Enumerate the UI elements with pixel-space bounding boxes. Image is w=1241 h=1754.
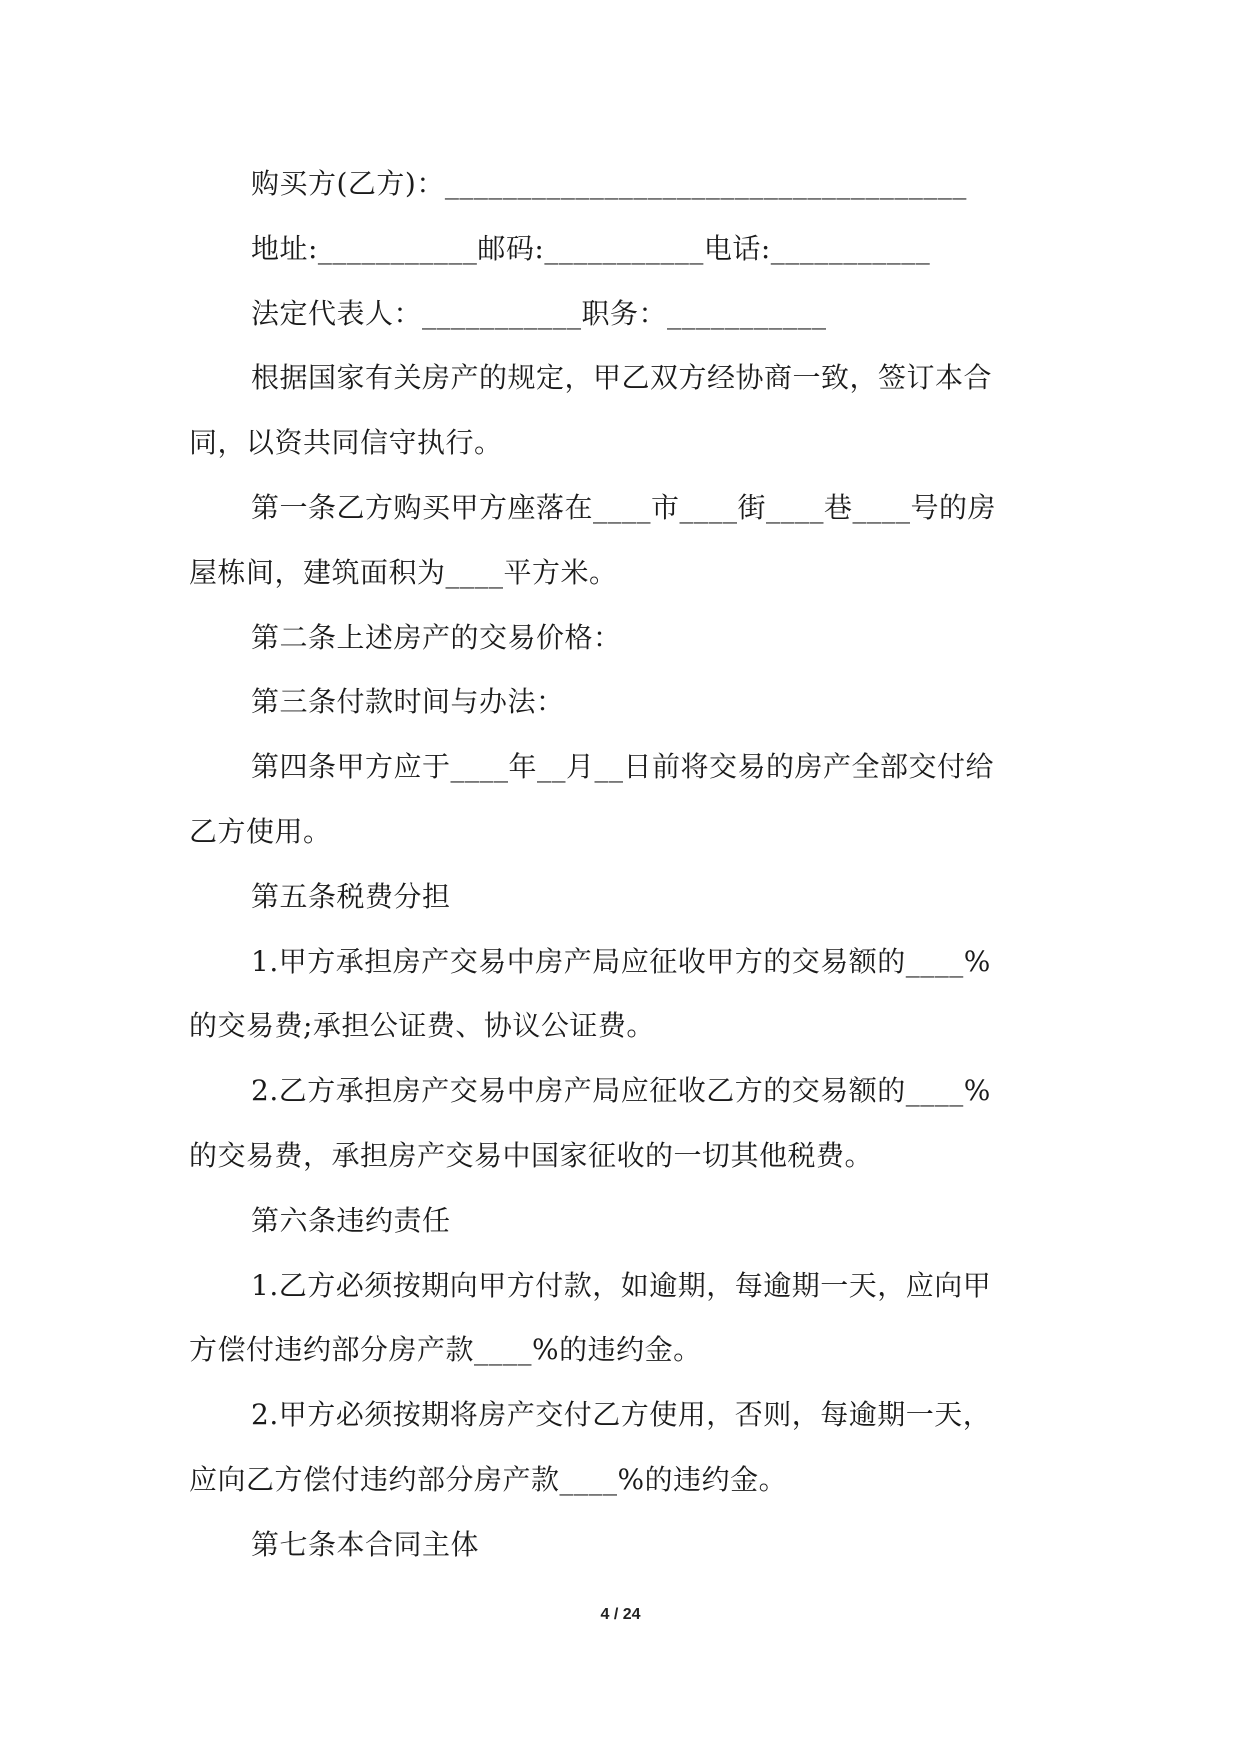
preamble-line-1: 根据国家有关房产的规定，甲乙双方经协商一致，签订本合: [251, 361, 993, 395]
article-1-line-2: 屋栋间，建筑面积为____平方米。: [189, 555, 618, 589]
article-5-item-2-line-2: 的交易费，承担房产交易中国家征收的一切其他税费。: [189, 1138, 874, 1172]
article-4-line-2: 乙方使用。: [189, 814, 332, 848]
document-body: [189, 152, 1054, 1578]
legal-representative-line: 法定代表人：___________职务：___________: [251, 296, 827, 330]
article-5-item-2-line-1: 2.乙方承担房产交易中房产局应征收乙方的交易额的____%: [251, 1074, 991, 1108]
preamble-line-2: 同，以资共同信守执行。: [189, 426, 503, 460]
article-6-item-2-line-2: 应向乙方偿付违约部分房产款____%的违约金。: [189, 1462, 788, 1496]
article-2-line: 第二条上述房产的交易价格：: [251, 620, 622, 654]
article-3-line: 第三条付款时间与办法：: [251, 685, 565, 719]
article-6-item-1-line-2: 方偿付违约部分房产款____%的违约金。: [189, 1333, 702, 1367]
article-1-line-1: 第一条乙方购买甲方座落在____市____街____巷____号的房: [251, 490, 997, 524]
page-number: 4 / 24: [600, 1606, 641, 1623]
buyer-line: 购买方(乙方)：____________________________________: [251, 167, 967, 200]
address-line: 地址:___________邮码:___________电话:___________: [251, 231, 931, 265]
article-4-line-1: 第四条甲方应于____年__月__日前将交易的房产全部交付给: [251, 750, 995, 784]
article-5-item-1-line-1: 1.甲方承担房产交易中房产局应征收甲方的交易额的____%: [251, 944, 991, 978]
article-5-item-1-line-2: 的交易费;承担公证费、协议公证费。: [189, 1009, 655, 1043]
article-5-heading: 第五条税费分担: [251, 879, 451, 913]
article-7-heading: 第七条本合同主体: [251, 1527, 480, 1561]
article-6-heading: 第六条违约责任: [251, 1203, 451, 1237]
article-6-item-1-line-1: 1.乙方必须按期向甲方付款，如逾期，每逾期一天，应向甲: [251, 1268, 992, 1302]
article-6-item-2-line-1: 2.甲方必须按期将房产交付乙方使用，否则，每逾期一天，: [251, 1398, 992, 1432]
